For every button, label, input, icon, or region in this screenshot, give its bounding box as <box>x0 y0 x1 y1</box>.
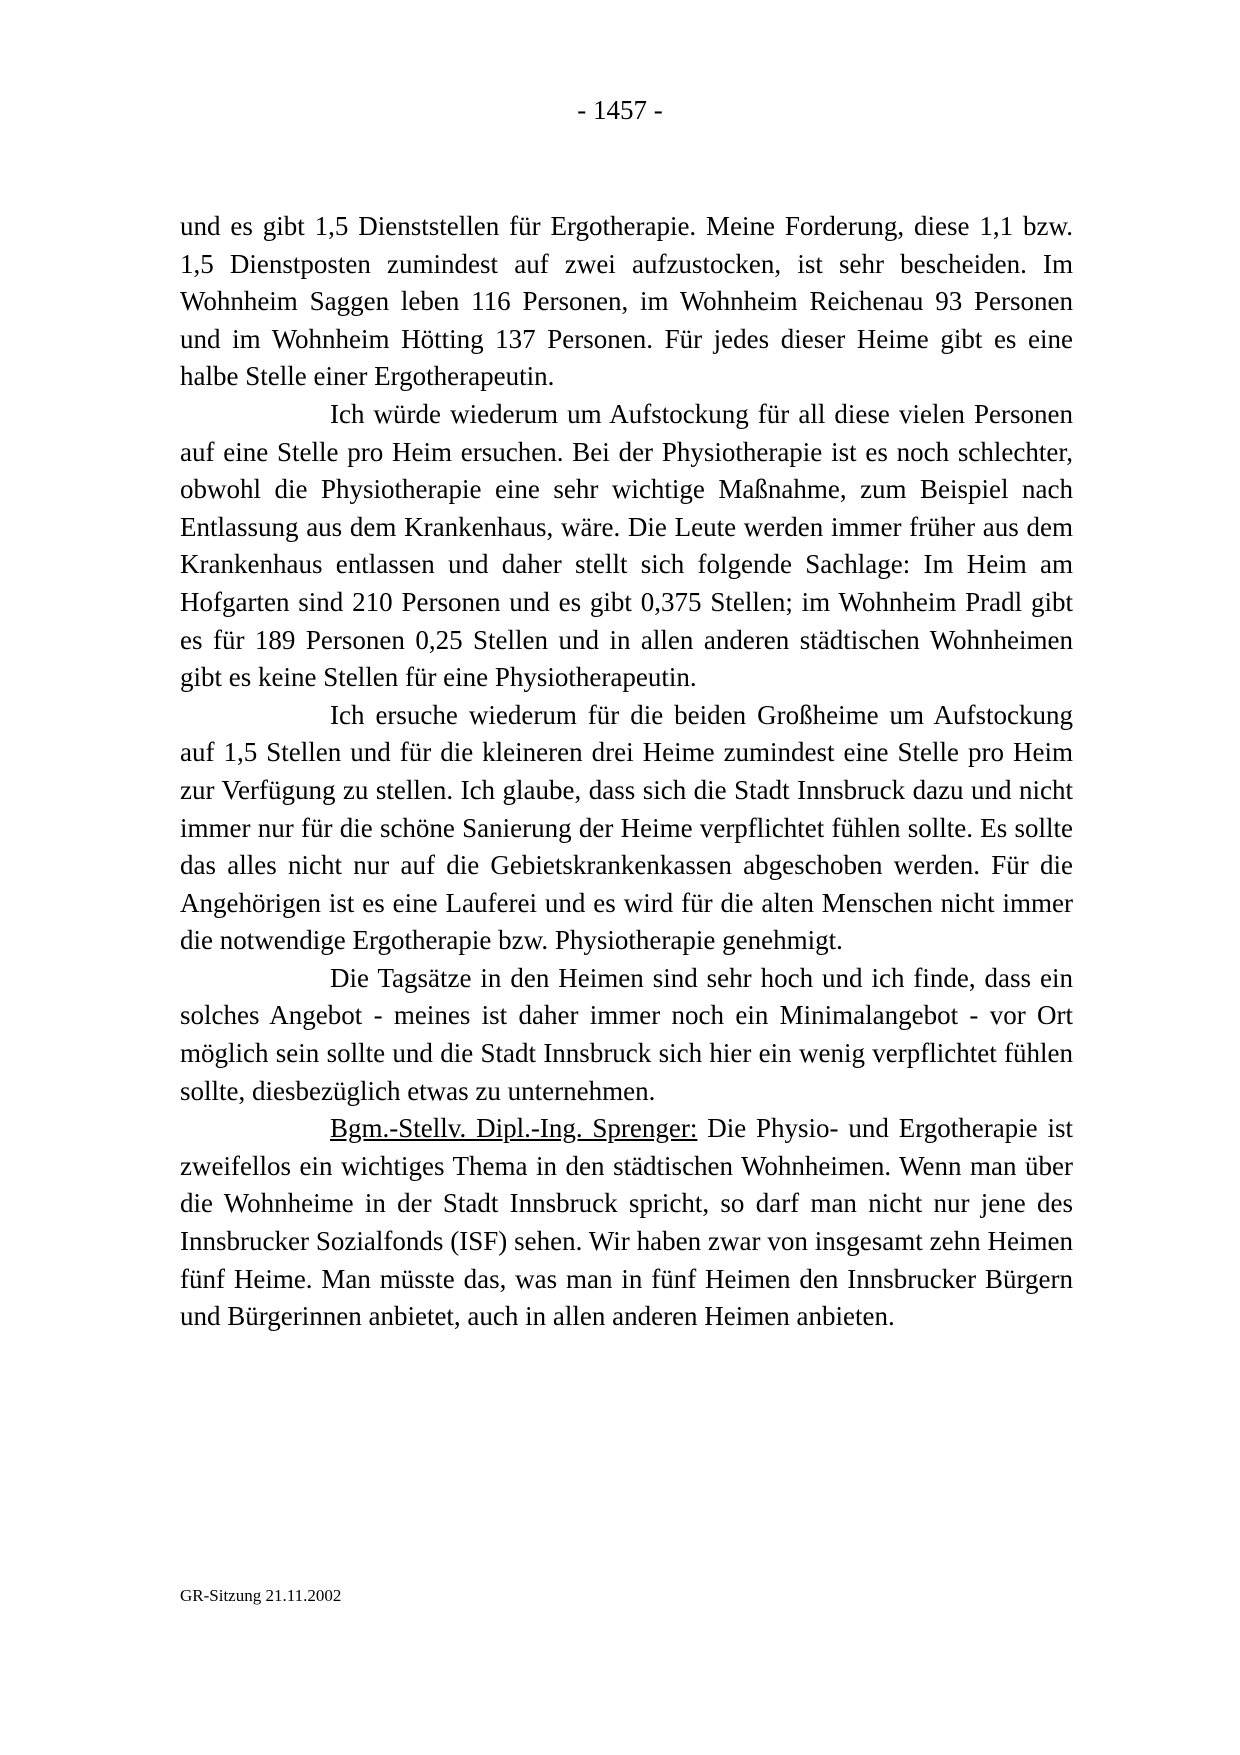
paragraph-3: Ich ersuche wiederum für die beiden Großheime um Aufstockung auf 1,5 Stellen und für die kleineren drei Heime zumindest eine Stelle pro Heim zur Verfügung zu stellen. Ich glaube, dass sich die Stadt Innsbruck dazu und nicht immer nur für die schöne Sanierung der Heime verpflichtet fühlen sollte. Es sollte das alles nicht nur auf die Gebietskrankenkassen abgeschoben werden. Für die Angehörigen ist es eine Lauferei und es wird für die alten Menschen nicht immer die notwendige Ergotherapie bzw. Physiotherapie genehmigt. <box>180 699 1073 956</box>
paragraph-4: Die Tagsätze in den Heimen sind sehr hoch und ich finde, dass ein solches Angebot - meines ist daher immer noch ein Minimalangebot - vor Ort möglich sein sollte und die Stadt Innsbruck sich hier ein wenig verpflichtet fühlen sollte, diesbezüglich etwas zu unternehmen. <box>180 962 1073 1106</box>
paragraph-2: Ich würde wiederum um Aufstockung für all diese vielen Personen auf eine Stelle pro Heim ersuchen. Bei der Physiotherapie ist es noch schlechter, obwohl die Physiotherapie eine sehr wichtige Maßnahme, zum Beispiel nach Entlassung aus dem Krankenhaus, wäre. Die Leute werden immer früher aus dem Krankenhaus entlassen und daher stellt sich folgende Sachlage: Im Heim am Hofgarten sind 210 Personen und es gibt 0,375 Stellen; im Wohnheim Pradl gibt es für 189 Personen 0,25 Stellen und in allen anderen städtischen Wohnheimen gibt es keine Stellen für eine Physiotherapeutin. <box>180 398 1073 693</box>
page-number: - 1457 - <box>577 95 663 125</box>
paragraph-5 <box>180 1110 1073 1336</box>
document-body <box>180 208 1073 1336</box>
speaker-statement: Die Physio- und Ergotherapie ist zweifellos ein wichtiges Thema in den städtischen Wohnheimen. Wenn man über die Wohnheime in der Stadt Innsbruck spricht, so darf man nicht nur jene des Innsbrucker Sozialfonds (ISF) sehen. Wir haben zwar von insgesamt zehn Heimen fünf Heime. Man müsste das, was man in fünf Heimen den Innsbrucker Bürgern und Bürgerinnen anbietet, auch in allen anderen Heimen anbieten. <box>180 1113 1074 1332</box>
speaker-name: Bgm.-Stellv. Dipl.-Ing. Sprenger: <box>330 1113 698 1144</box>
paragraph-1: und es gibt 1,5 Dienststellen für Ergotherapie. Meine Forderung, diese 1,1 bzw. 1,5 Dienstposten zumindest auf zwei aufzustocken, ist sehr bescheiden. Im Wohnheim Saggen leben 116 Personen, im Wohnheim Reichenau 93 Personen und im Wohnheim Hötting 137 Personen. Für jedes dieser Heime gibt es eine halbe Stelle einer Ergotherapeutin. <box>180 211 1073 392</box>
footer-session-date: GR-Sitzung 21.11.2002 <box>180 1586 342 1605</box>
